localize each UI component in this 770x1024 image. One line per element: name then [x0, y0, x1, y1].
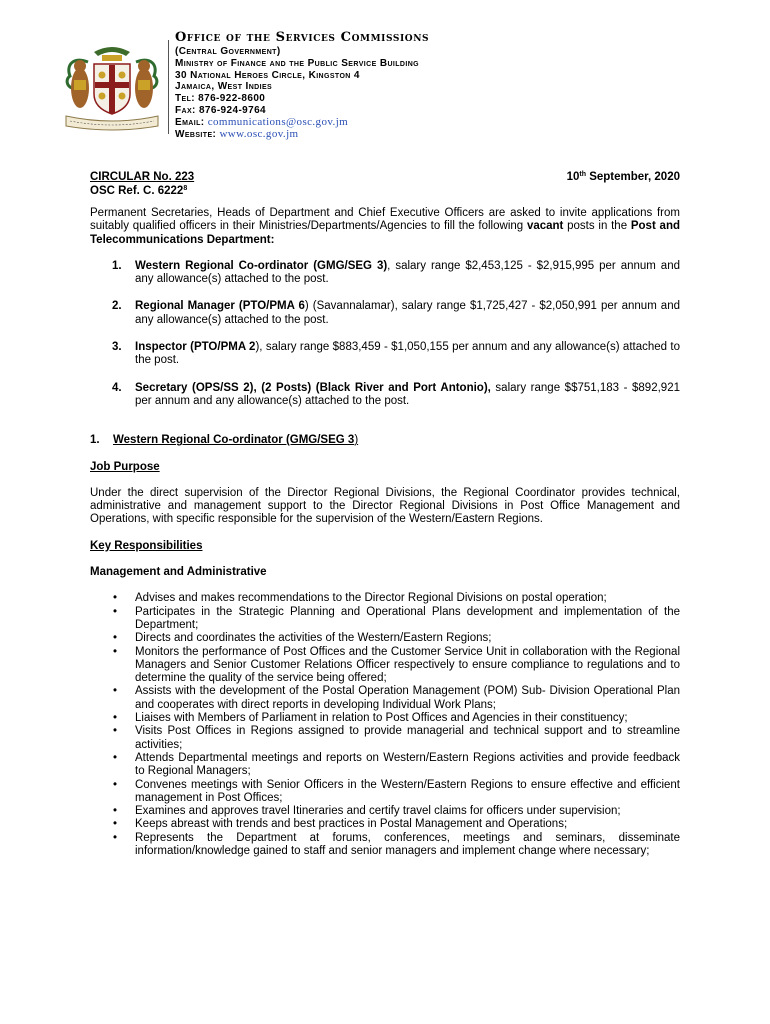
list-item: • Advises and makes recommendations to the Director Regional Divisions on postal operation; [113, 592, 607, 605]
bullet-icon: • [113, 831, 118, 844]
website-label: Website: [175, 128, 217, 140]
management-heading: Management and Administrative [90, 566, 267, 579]
bullet-icon: • [113, 645, 118, 658]
list-item: • Represents the Department at forums, conferences, meetings and seminars, disseminate information/knowledge gained to staff and senior managers and implement change where necessary; [113, 831, 680, 857]
letterhead-line: (Central Government) [175, 46, 281, 57]
bullet-icon: • [113, 605, 118, 618]
vacant-posts-list [90, 260, 680, 408]
list-item: • Keeps abreast with trends and best practices in Postal Management and Operations; [113, 818, 568, 831]
bullet-icon: • [113, 592, 118, 605]
post-item: 1. Western Regional Co-ordinator (GMG/SEG 3), salary range $2,453,125 - $2,915,995 per annum and any allowance(s) attached to the post. [112, 259, 680, 286]
letterhead-divider [168, 40, 169, 134]
letterhead [175, 30, 595, 140]
organization-name: Office of the Services Commissions [175, 30, 430, 45]
section-heading: 1. Western Regional Co-ordinator (GMG/SEG 3) [90, 434, 359, 447]
fax: Fax: 876-924-9764 [175, 104, 267, 116]
post-item: 2. Regional Manager (PTO/PMA 6) (Savannalamar), salary range $1,725,427 - $2,050,991 per annum and any allowance(s) attached to the post. [112, 300, 680, 326]
letterhead-line: Ministry of Finance and the Public Service Building [175, 57, 420, 69]
email-label: Email: [175, 116, 205, 128]
circular-number: CIRCULAR No. 223 [90, 171, 195, 183]
list-item: • Participates in the Strategic Planning and Operational Plans development and implementation of the Department; [113, 605, 680, 631]
circular-date: 10th September, 2020 [566, 171, 680, 183]
osc-ref: OSC Ref. C. 6222$^8$ [90, 185, 188, 197]
bullet-icon: • [113, 751, 118, 764]
list-item: • Monitors the performance of Post Offices and the Customer Service Unit in collaboration with the Regional Managers and Senior Customer Relations Officer respectively to ensure compliance to regulations and to determine the quality of the service being offered; [113, 645, 680, 685]
letterhead-line: Jamaica, West Indies [175, 81, 273, 93]
post-item: 3. Inspector (PTO/PMA 2), salary range $883,459 - $1,050,155 per annum and any allowance(s) attached to the post. [112, 341, 680, 367]
email-link[interactable]: communications@osc.gov.jm [207, 115, 349, 128]
list-item: • Visits Post Offices in Regions assigned to provide managerial and technical support and to streamline activities; [113, 725, 680, 751]
list-item: • Attends Departmental meetings and reports on Western/Eastern Regions activities and provide feedback to Regional Managers; [113, 751, 680, 778]
key-responsibilities-heading: Key Responsibilities [90, 539, 203, 552]
bullet-icon: • [113, 685, 118, 698]
bullet-icon: • [113, 712, 118, 725]
bullet-icon: • [113, 778, 118, 791]
document-body [90, 207, 680, 858]
jamaica-coat-of-arms-logo [58, 36, 166, 132]
bullet-icon: • [113, 805, 118, 818]
responsibilities-list [90, 592, 680, 858]
job-purpose-text: Under the direct supervision of the Director Regional Divisions, the Regional Coordinator provides technical, administrative and management support to the Director Regional Divisions in Post Office Management and Operations, with specific responsible for the supervision of the Western/Eastern Regions. [90, 486, 680, 526]
telephone: Tel: 876-922-8600 [175, 93, 266, 105]
list-item: • Liaises with Members of Parliament in relation to Post Offices and Agencies in their constituency; [113, 712, 628, 725]
post-item: 4. Secretary (OPS/SS 2), (2 Posts) (Black River and Port Antonio), salary range $$751,183 - $892,921 per annum and any allowance(s) attached to the post. [112, 381, 680, 407]
list-item: • Convenes meetings with Senior Officers in the Western/Eastern Regions to ensure effective and efficient management in Post Offices; [113, 778, 680, 804]
intro-paragraph: Permanent Secretaries, Heads of Department and Chief Executive Officers are asked to invite applications from suitably qualified officers in their Ministries/Departments/Agencies to fill the following vacant posts in the Post and Telecommunications Department: [90, 207, 680, 246]
letterhead-line: 30 National Heroes Circle, Kingston 4 [175, 69, 360, 81]
bullet-icon: • [113, 632, 118, 645]
job-purpose-heading: Job Purpose [90, 460, 160, 473]
bullet-icon: • [113, 818, 118, 831]
website-link[interactable]: www.osc.gov.jm [219, 127, 299, 140]
list-item: • Examines and approves travel Itineraries and certify travel claims for officers under supervision; [113, 805, 621, 818]
bullet-icon: • [113, 725, 118, 738]
website-line [175, 129, 595, 141]
list-item: • Directs and coordinates the activities of the Western/Eastern Regions; [113, 632, 492, 645]
list-item: • Assists with the development of the Postal Operation Management (POM) Sub- Division Operational Plan and cooperates with direct reports in developing Individual Work Plans; [113, 685, 680, 711]
circular-reference [90, 170, 194, 198]
